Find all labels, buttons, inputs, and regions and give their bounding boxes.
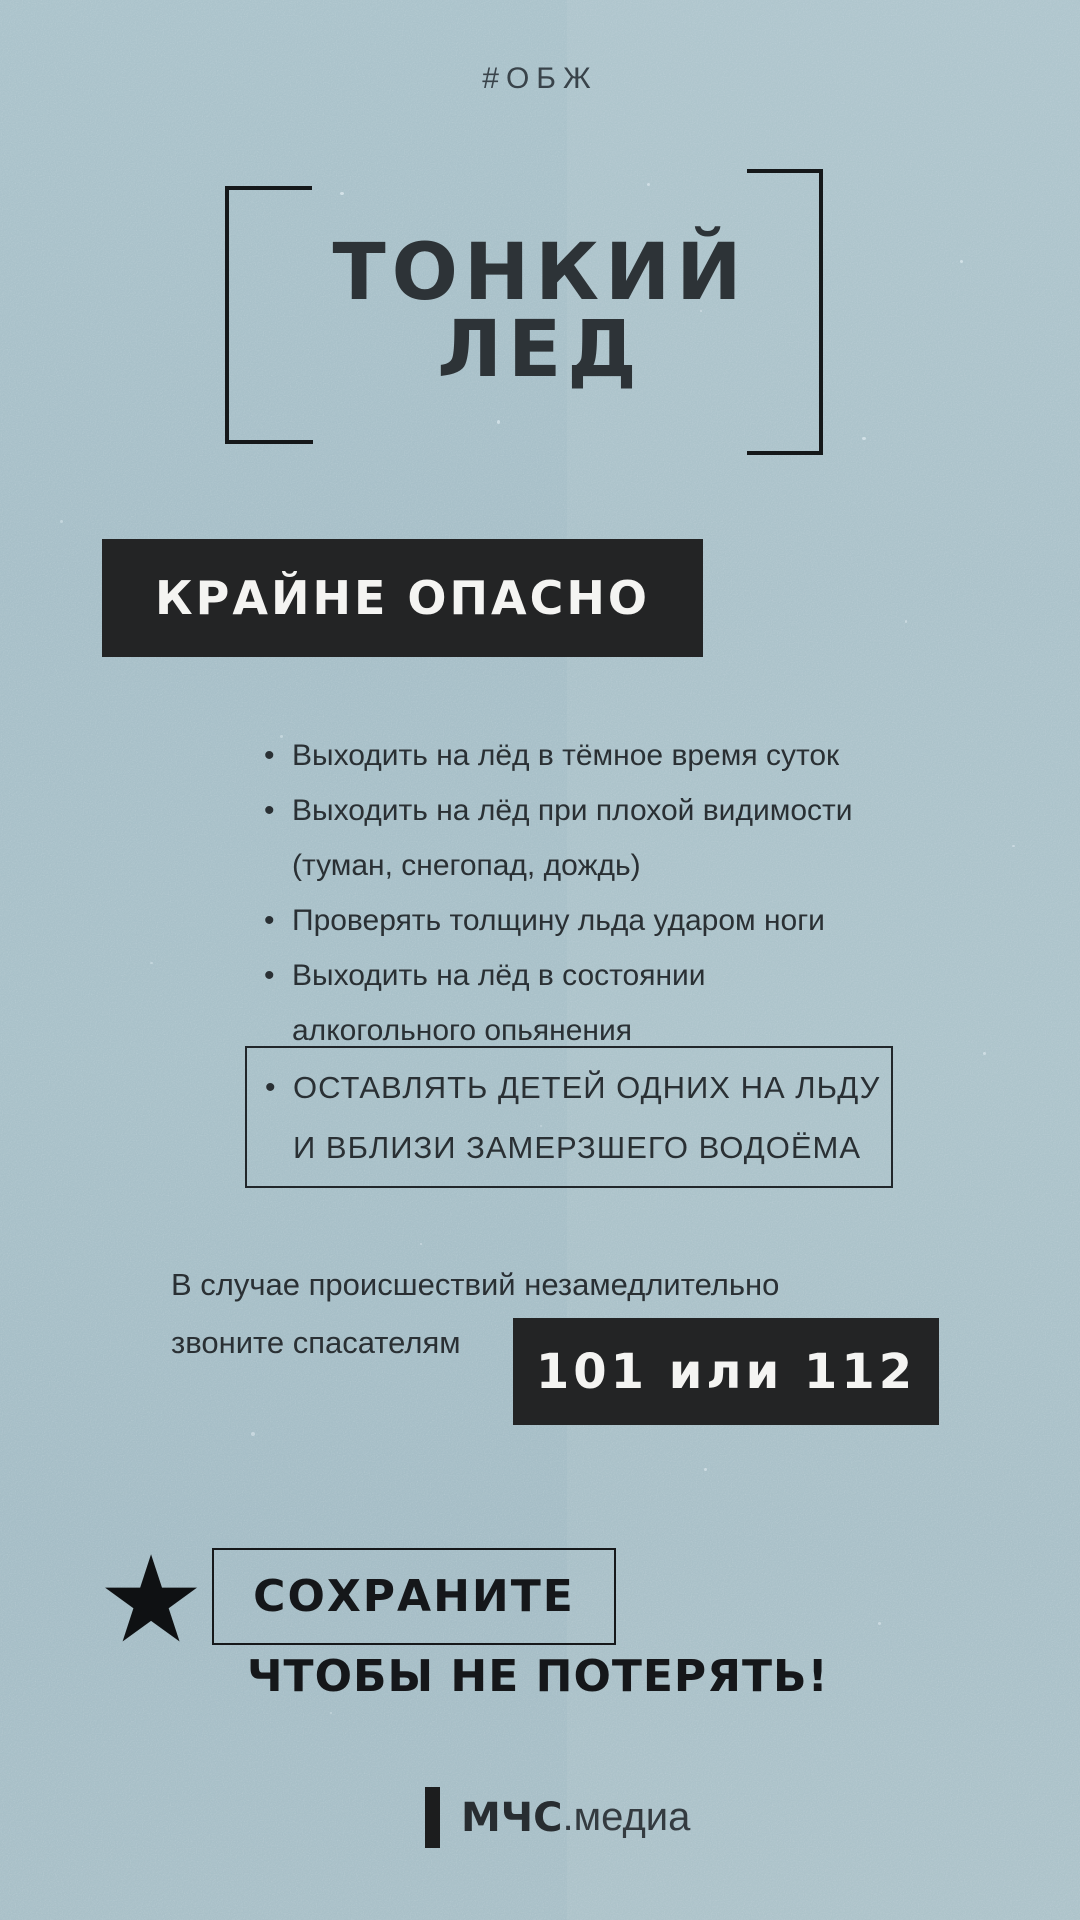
bullet-dot: • [264, 793, 275, 827]
dust-speck [1012, 845, 1015, 847]
title-bracket-left-bottom [225, 440, 313, 444]
list-item-text: алкогольного опьянения [292, 1013, 632, 1047]
dust-speck [340, 192, 344, 195]
dust-speck [905, 620, 907, 623]
dust-speck [704, 1468, 707, 1471]
dust-speck [647, 183, 650, 186]
dust-speck [497, 420, 500, 424]
boxed-warning-line1 [259, 1058, 891, 1118]
danger-banner [102, 539, 703, 657]
emergency-line1: В случае происшествий незамедлительно [171, 1267, 780, 1302]
boxed-warning-text: И ВБЛИЗИ ЗАМЕРЗШЕГО ВОДОЁМА [293, 1130, 862, 1165]
dust-speck [251, 1432, 255, 1436]
list-item-text: Выходить на лёд в тёмное время суток [292, 738, 840, 772]
bullet-dot: • [264, 903, 275, 937]
title-bracket-right-top [747, 169, 823, 173]
bullet-dot: • [265, 1071, 277, 1104]
dust-speck [983, 1052, 986, 1055]
save-callout-line2: ЧТОБЫ НЕ ПОТЕРЯТЬ! [247, 1651, 829, 1702]
boxed-warning-children [245, 1046, 893, 1188]
mchs-media-logo [425, 1787, 690, 1848]
dust-speck [878, 1622, 881, 1625]
save-callout-box [212, 1548, 616, 1645]
list-item-text: (туман, снегопад, дождь) [292, 848, 641, 882]
dust-speck [862, 437, 866, 440]
title-line1: ТОНКИЙ [332, 228, 748, 318]
list-item-text: Выходить на лёд при плохой видимости [292, 793, 853, 827]
brand-name-light: .медиа [562, 1795, 691, 1839]
star-icon: ★ [97, 1533, 205, 1667]
brand-name-bold: МЧС [461, 1794, 563, 1841]
list-item-text: Проверять толщину льда ударом ноги [292, 903, 825, 937]
emergency-numbers-banner [513, 1318, 939, 1425]
boxed-warning-line2 [259, 1118, 891, 1178]
emergency-line2: звоните спасателям [171, 1325, 461, 1360]
hashtag-obzh: #ОБЖ [482, 62, 598, 95]
dust-speck [330, 1712, 332, 1714]
save-callout-line1: СОХРАНИТЕ [253, 1571, 575, 1622]
logo-bar-icon [425, 1787, 440, 1848]
list-item [258, 893, 898, 948]
poster-title [160, 228, 920, 395]
list-item-continuation [258, 838, 898, 893]
title-bracket-right-bottom [747, 451, 823, 455]
list-item [258, 783, 898, 838]
emergency-numbers-label: 101 или 112 [535, 1343, 917, 1400]
list-item [258, 728, 898, 783]
warning-list [258, 728, 898, 1058]
dust-speck [960, 260, 963, 263]
bullet-dot: • [264, 958, 275, 992]
dust-speck [60, 520, 63, 523]
bullet-dot: • [264, 738, 275, 772]
dust-speck [420, 1243, 422, 1245]
list-item [258, 948, 898, 1003]
boxed-warning-text: ОСТАВЛЯТЬ ДЕТЕЙ ОДНИХ НА ЛЬДУ [293, 1070, 881, 1105]
title-line2: ЛЕД [437, 305, 643, 395]
danger-banner-label: КРАЙНЕ ОПАСНО [155, 571, 650, 625]
dust-speck [150, 962, 153, 964]
list-item-text: Выходить на лёд в состоянии [292, 958, 706, 992]
title-bracket-left-top [225, 186, 312, 190]
